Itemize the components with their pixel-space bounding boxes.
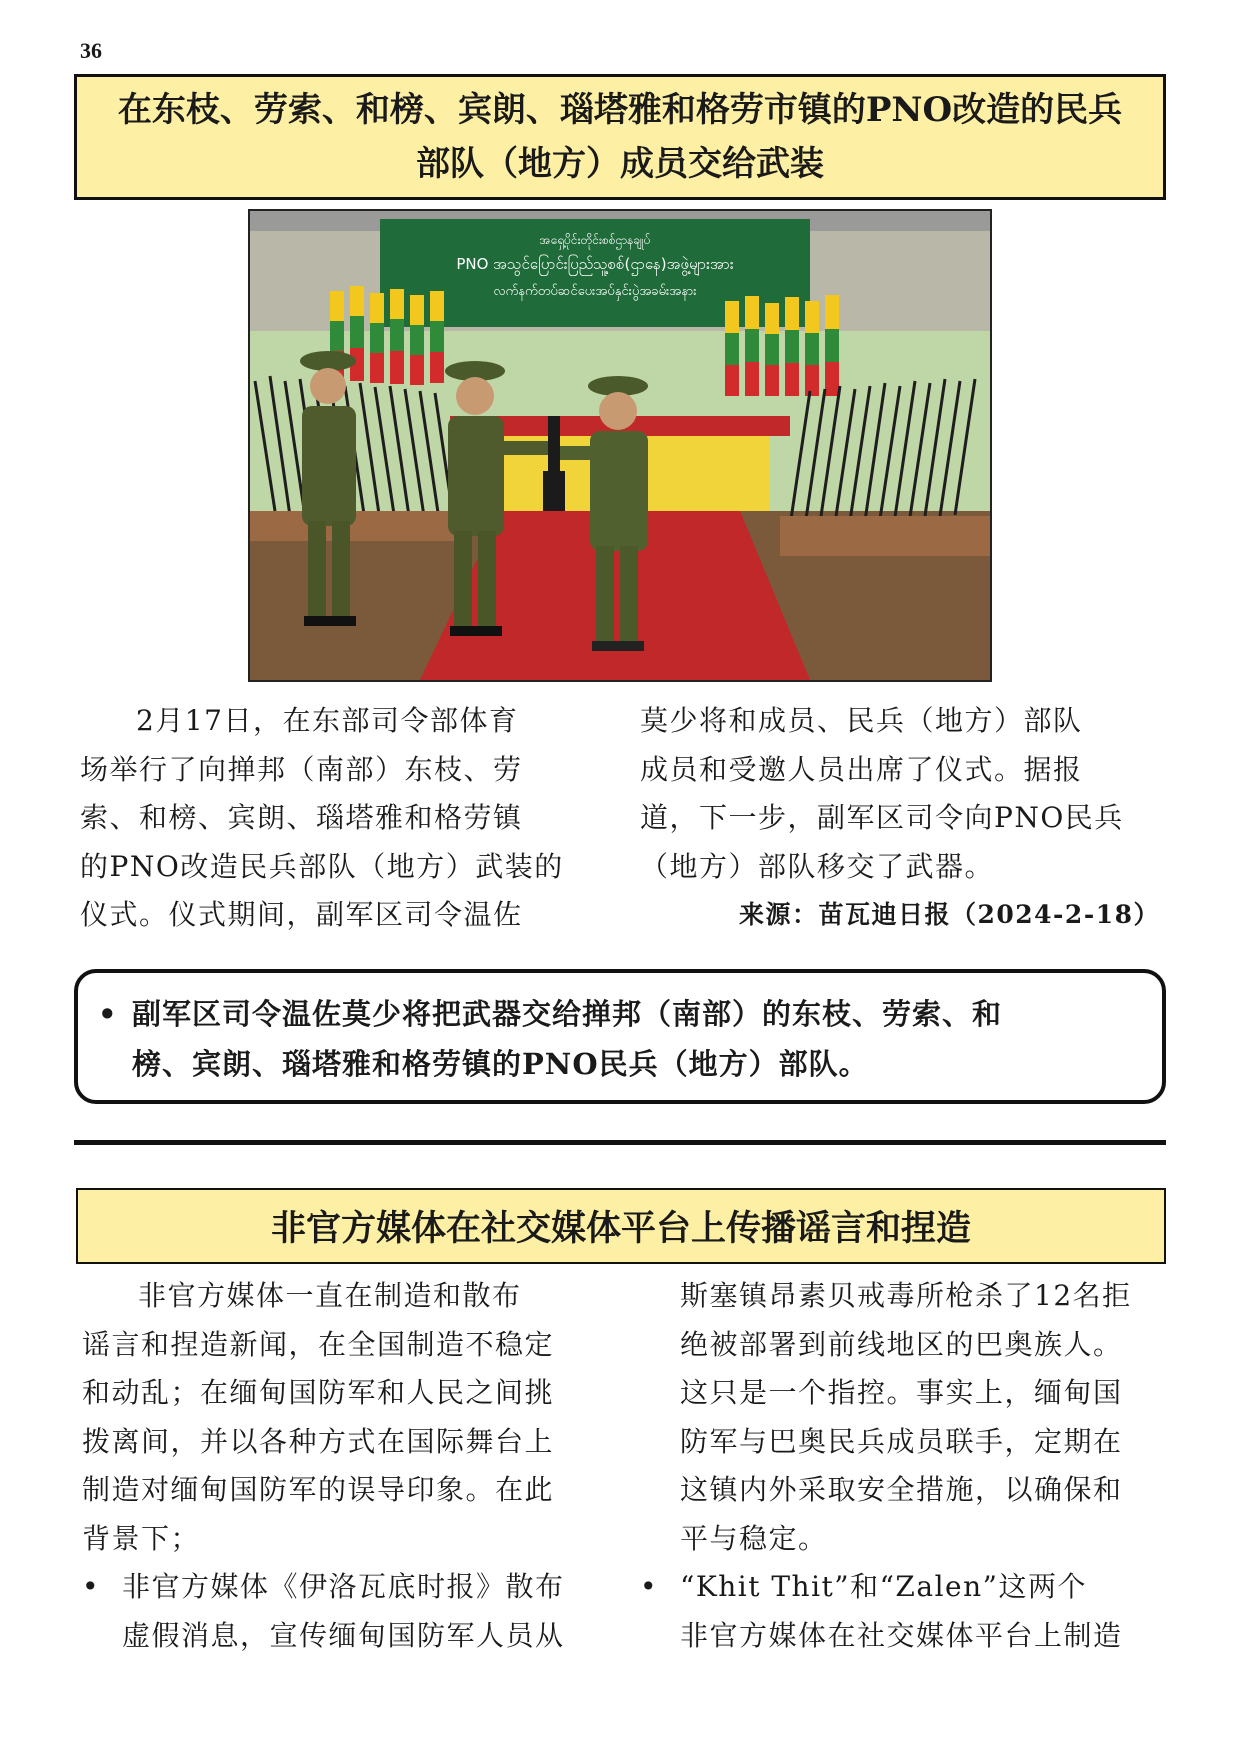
ceremony-photo bbox=[248, 209, 992, 682]
banner-line1: အရှေ့ပိုင်းတိုင်းစစ်ဌာနချုပ် bbox=[539, 233, 651, 247]
bullet-icon: • bbox=[82, 1570, 101, 1603]
article1-right-line: 莫少将和成员、民兵（地方）部队 bbox=[640, 704, 1083, 737]
article2-left-bullet bbox=[82, 1563, 602, 1660]
article1-summary-line1: 副军区司令温佐莫少将把武器交给掸邦（南部）的东枝、劳索、和 bbox=[132, 997, 1003, 1031]
banner-line3: လက်နက်တပ်ဆင်ပေးအပ်နှင်းပွဲအခမ်းအနား bbox=[493, 284, 697, 299]
article1-title-line1: 在东枝、劳索、和榜、宾朗、瑙塔雅和格劳市镇的PNO改造的民兵 bbox=[117, 90, 1123, 130]
article2-right-bullet-line: 非官方媒体在社交媒体平台上制造 bbox=[680, 1618, 1123, 1652]
article2-right-line: 绝被部署到前线地区的巴奥族人。 bbox=[680, 1327, 1123, 1361]
article2-right-line: 这只是一个指控。事实上，缅甸国 bbox=[680, 1376, 1123, 1409]
section-divider bbox=[74, 1140, 1166, 1145]
article1-title-line2: 部队（地方）成员交给武装 bbox=[416, 144, 824, 184]
flag bbox=[785, 297, 799, 396]
article2-left-bullet-line: 虚假消息，宣传缅甸国防军人员从 bbox=[122, 1618, 565, 1652]
article1-left-line: 2月17日，在东部司令部体育 bbox=[136, 704, 519, 737]
ammo-crates-right bbox=[780, 516, 990, 556]
banner-line2: PNO အသွင်ပြောင်းပြည်သူ့စစ်(ဌာနေ)အဖွဲ့များအား bbox=[456, 255, 734, 273]
bullet-icon: • bbox=[640, 1570, 659, 1603]
article2-right-column bbox=[640, 1272, 1165, 1660]
article2-right-line: 这镇内外采取安全措施，以确保和 bbox=[680, 1473, 1123, 1506]
flag bbox=[805, 301, 819, 396]
article2-left-line: 非官方媒体一直在制造和散布 bbox=[138, 1279, 522, 1312]
article2-left-line: 制造对缅甸国防军的误导印象。在此 bbox=[82, 1473, 555, 1506]
article1-left-line: 场举行了向掸邦（南部）东枝、劳 bbox=[80, 752, 523, 786]
article2-left-line: 背景下； bbox=[82, 1521, 201, 1555]
bullet-icon: • bbox=[98, 997, 118, 1031]
article1-right-line: （地方）部队移交了武器。 bbox=[640, 849, 995, 883]
flag bbox=[765, 303, 779, 396]
article1-left-line: 索、和榜、宾朗、瑙塔雅和格劳镇 bbox=[80, 801, 523, 834]
article2-right-text bbox=[640, 1272, 1165, 1563]
flag bbox=[745, 296, 759, 396]
flag bbox=[350, 286, 364, 381]
flag bbox=[825, 295, 839, 396]
article2-left-line: 和动乱；在缅甸国防军和人民之间挑 bbox=[82, 1376, 555, 1409]
article2-left-line: 谣言和捏造新闻，在全国制造不稳定 bbox=[82, 1327, 555, 1361]
article1-left-line: 仪式。仪式期间，副军区司令温佐 bbox=[80, 898, 523, 931]
page-number: 36 bbox=[80, 38, 102, 63]
article2-left-column bbox=[82, 1272, 602, 1660]
flag bbox=[410, 295, 424, 385]
article1-summary-line2: 榜、宾朗、瑙塔雅和格劳镇的PNO民兵（地方）部队。 bbox=[132, 1047, 869, 1081]
article2-right-line: 防军与巴奥民兵成员联手，定期在 bbox=[680, 1424, 1123, 1458]
article1-right-column bbox=[640, 697, 1160, 940]
flag bbox=[725, 301, 739, 396]
article1-right-line: 成员和受邀人员出席了仪式。据报 bbox=[640, 752, 1083, 786]
article2-left-bullet-line: 非官方媒体《伊洛瓦底时报》散布 bbox=[122, 1570, 565, 1603]
article2-right-bullet bbox=[640, 1563, 1165, 1660]
article2-right-line: 平与稳定。 bbox=[680, 1521, 828, 1555]
article2-right-line: 斯塞镇昂素贝戒毒所枪杀了12名拒 bbox=[680, 1279, 1132, 1312]
flag bbox=[370, 293, 384, 383]
article2-left-line: 拨离间，并以各种方式在国际舞台上 bbox=[82, 1424, 555, 1458]
article2-title: 非官方媒体在社交媒体平台上传播谣言和捏造 bbox=[76, 1188, 1166, 1264]
flag bbox=[390, 289, 404, 384]
article1-left-column bbox=[80, 697, 596, 940]
flag bbox=[430, 291, 444, 383]
article1-left-line: 的PNO改造民兵部队（地方）武装的 bbox=[80, 849, 564, 883]
article1-right-line: 道，下一步，副军区司令向PNO民兵 bbox=[640, 801, 1124, 834]
article1-title bbox=[74, 74, 1166, 200]
article1-summary-box bbox=[74, 969, 1166, 1104]
article2-right-bullet-line: “Khit Thit”和“Zalen”这两个 bbox=[680, 1570, 1087, 1603]
ceremony-photo-illustration bbox=[250, 211, 990, 680]
article1-source: 来源：苗瓦迪日报（2024-2-18） bbox=[738, 900, 1160, 929]
